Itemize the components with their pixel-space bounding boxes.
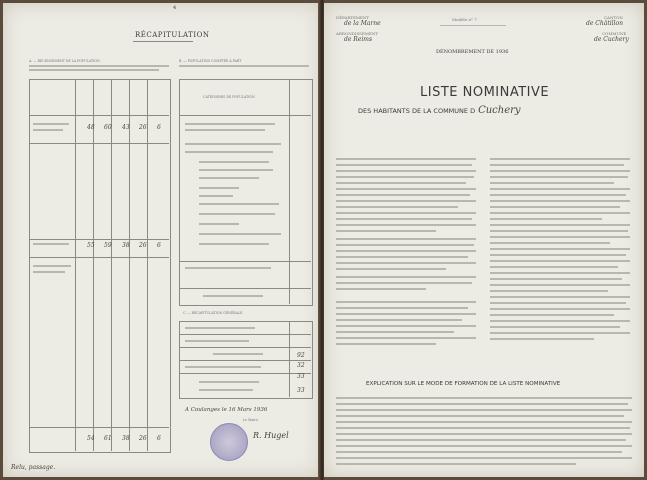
table-a-row-line	[29, 427, 169, 428]
table-a-cell: 38	[122, 435, 130, 442]
department-value: de la Marne	[344, 20, 381, 27]
text-line	[185, 366, 261, 368]
text-line	[199, 187, 239, 189]
table-b	[179, 79, 313, 306]
left-page	[3, 3, 321, 477]
commune-value: de Cuchery	[594, 36, 629, 43]
table-a-cell: 59	[104, 242, 112, 249]
list-subtitle	[358, 105, 521, 116]
table-a-cell: 26	[139, 242, 147, 249]
subtitle-commune: Cuchery	[478, 105, 521, 116]
mayor-label: Le Maire,	[243, 418, 259, 422]
table-a-header-line	[29, 115, 169, 116]
text-line	[199, 169, 273, 171]
table-c-cell: 33	[297, 387, 305, 394]
text-line	[185, 340, 249, 342]
table-a-col	[129, 79, 130, 451]
text-line	[199, 381, 259, 383]
table-b-heading: CATÉGORIES DE POPULATION	[203, 95, 255, 99]
text-line	[213, 353, 263, 355]
table-a-cell: 61	[104, 435, 112, 442]
text-line	[33, 265, 71, 267]
table-c-row-line	[179, 334, 311, 335]
table-c-row-line	[179, 360, 311, 361]
text-line	[199, 223, 239, 225]
text-line	[199, 243, 269, 245]
table-a-cell: 6	[157, 435, 161, 442]
municipal-stamp	[210, 423, 248, 461]
arrondissement-label: ARRONDISSEMENT	[336, 31, 378, 36]
place-and-date: A Coulanges le 16 Mars 1936	[185, 407, 268, 413]
table-c-row-line	[179, 347, 311, 348]
mayor-signature: R. Hugel	[253, 431, 289, 440]
text-line	[199, 233, 281, 235]
text-line	[185, 151, 273, 153]
section-b-heading: B. — POPULATION COMPTÉE À PART	[179, 59, 242, 63]
table-c-col	[289, 321, 290, 397]
census-title: DÉNOMBREMENT DE 1936	[436, 49, 509, 55]
text-line	[33, 123, 69, 125]
table-a-row-line	[29, 143, 169, 144]
table-a-col	[147, 79, 148, 451]
right-page	[324, 3, 644, 477]
table-a-cell: 6	[157, 124, 161, 131]
section-a-heading: A. — RECENSEMENT DE LA POPULATION	[29, 59, 100, 63]
table-a-row-line	[29, 257, 169, 258]
table-a-cell: 48	[87, 124, 95, 131]
title-underline	[133, 41, 193, 42]
table-c-cell: 33	[297, 373, 305, 380]
text-line	[33, 271, 65, 273]
table-a-cell: 26	[139, 435, 147, 442]
text-line	[185, 267, 271, 269]
department-label: DÉPARTEMENT	[336, 15, 370, 20]
text-line	[199, 161, 269, 163]
text-line	[179, 65, 309, 67]
table-a-row-line	[29, 239, 169, 240]
table-b-row-line	[179, 288, 311, 289]
text-line	[33, 243, 69, 245]
table-a-col	[111, 79, 112, 451]
text-line	[185, 327, 255, 329]
list-title: LISTE NOMINATIVE	[420, 85, 550, 100]
table-a-cell: 55	[87, 242, 95, 249]
text-line	[199, 389, 253, 391]
table-b-row-line	[179, 261, 311, 262]
text-line	[199, 195, 233, 197]
model-label: Modèle n° 7	[452, 17, 477, 22]
table-b-col	[289, 79, 290, 304]
subtitle-prefix: DES HABITANTS DE LA COMMUNE D	[358, 107, 476, 115]
text-line	[185, 143, 281, 145]
text-line	[29, 69, 159, 71]
table-c-cell: 92	[297, 352, 305, 359]
text-line	[185, 129, 265, 131]
canton-label: CANTON	[604, 15, 623, 20]
recap-title: RÉCAPITULATION	[135, 31, 210, 39]
table-a-cell: 38	[122, 242, 130, 249]
table-b-header-line	[179, 115, 311, 116]
text-line	[440, 25, 506, 26]
table-c-row-line	[179, 373, 311, 374]
page-number: 4	[173, 5, 177, 11]
explanation-title: EXPLICATION SUR LE MODE DE FORMATION DE LA LISTE NOMINATIVE	[366, 381, 561, 387]
section-c-heading: C. — RÉCAPITULATION GÉNÉRALE	[183, 311, 243, 315]
text-line	[199, 203, 279, 205]
table-a-col	[75, 79, 76, 451]
text-line	[199, 177, 259, 179]
commune-label: COMMUNE	[602, 31, 627, 36]
table-a-col	[93, 79, 94, 451]
text-line	[199, 213, 275, 215]
table-c-cell: 32	[297, 362, 305, 369]
text-line	[203, 295, 263, 297]
arrondissement-value: de Reims	[344, 36, 373, 43]
text-line	[33, 129, 63, 131]
table-a-cell: 6	[157, 242, 161, 249]
text-line	[29, 65, 169, 67]
table-a-cell: 43	[122, 124, 130, 131]
canton-value: de Châtillon	[586, 20, 623, 27]
text-line	[185, 123, 275, 125]
footer-note: Relu, passage.	[11, 464, 56, 471]
table-a-cell: 54	[87, 435, 95, 442]
table-a-cell: 26	[139, 124, 147, 131]
table-a-cell: 60	[104, 124, 112, 131]
